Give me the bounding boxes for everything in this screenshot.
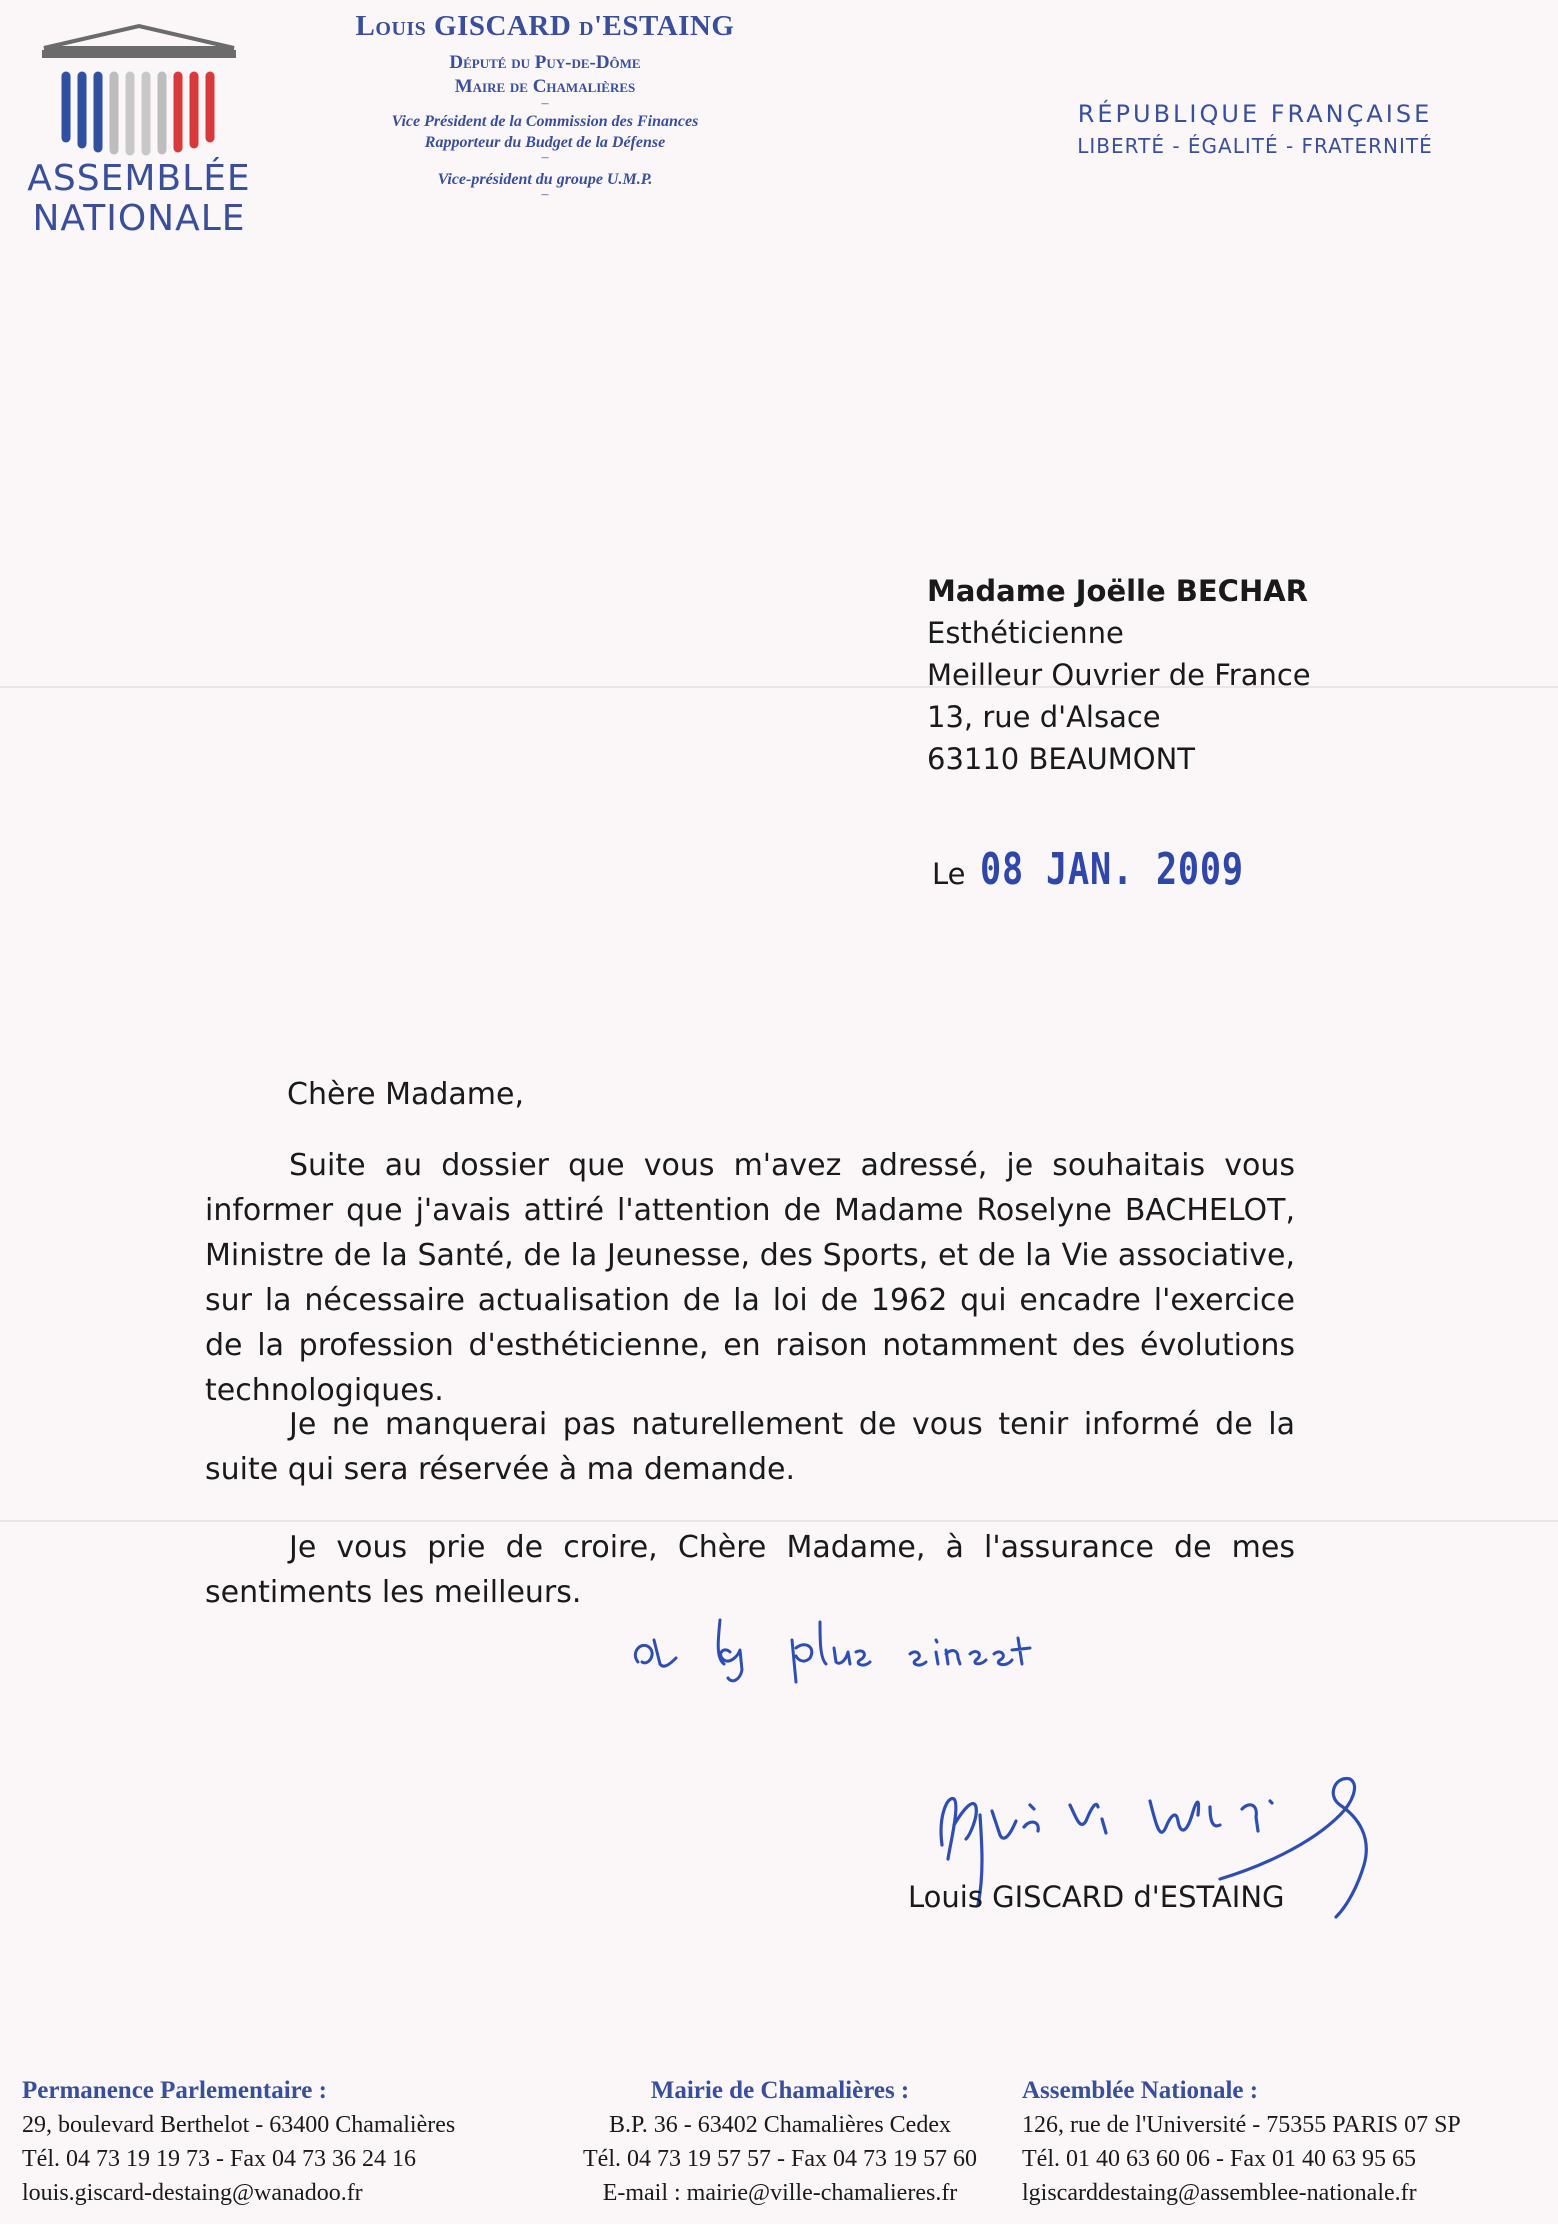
footer-line: Tél. 04 73 19 19 73 - Fax 04 73 36 24 16 — [22, 2146, 416, 2172]
handwritten-closing — [620, 1600, 1180, 1694]
footer-assemblee — [1022, 2074, 1461, 2210]
republic-heading — [1030, 100, 1480, 158]
recipient-address — [927, 570, 1311, 780]
deputy-role: Vice-président du groupe U.M.P. — [437, 171, 653, 188]
recipient-line: Meilleur Ouvrier de France — [927, 658, 1311, 692]
recipient-name: Madame Joëlle BECHAR — [927, 574, 1309, 608]
footer-email: E-mail : mairie@ville-chamalieres.fr — [602, 2180, 958, 2206]
letter-date — [932, 844, 1309, 895]
body-paragraph: Je ne manquerai pas naturellement de vous tenir informé de la suite qui sera réservée à ma demande. — [205, 1407, 1295, 1487]
deputy-role: Rapporteur du Budget de la Défense — [424, 134, 666, 151]
republic-motto: LIBERTÉ - ÉGALITÉ - FRATERNITÉ — [1077, 134, 1433, 158]
logo-text-line1: ASSEMBLÉE — [27, 158, 251, 199]
paper-fold — [0, 1520, 1558, 1522]
date-prefix: Le — [932, 857, 966, 891]
assemblee-nationale-logo — [14, 18, 264, 238]
recipient-line: Esthéticienne — [927, 616, 1124, 650]
deputy-name: Louis GISCARD d'ESTAING — [355, 10, 735, 42]
logo-text-line2: NATIONALE — [32, 198, 246, 239]
footer-title: Assemblée Nationale : — [1022, 2077, 1259, 2104]
date-stamp: 08 JAN. 2009 — [979, 844, 1244, 895]
footer-email: lgiscarddestaing@assemblee-nationale.fr — [1022, 2180, 1417, 2206]
hemicycle-icon — [14, 18, 264, 158]
footer-mairie — [540, 2074, 1020, 2210]
footer-line: Tél. 01 40 63 60 06 - Fax 01 40 63 95 65 — [1022, 2146, 1416, 2172]
republic-title: RÉPUBLIQUE FRANÇAISE — [1077, 100, 1433, 128]
footer-line: Tél. 04 73 19 57 57 - Fax 04 73 19 57 60 — [583, 2146, 977, 2172]
body-paragraph: Je vous prie de croire, Chère Madame, à l'assurance de mes sentiments les meilleurs. — [205, 1530, 1295, 1610]
footer-line: 126, rue de l'Université - 75355 PARIS 07 SP — [1022, 2112, 1461, 2138]
deputy-title: Député du Puy-de-Dôme — [449, 52, 641, 73]
footer-title: Mairie de Chamalières : — [650, 2077, 910, 2104]
footer-line: B.P. 36 - 63402 Chamalières Cedex — [609, 2112, 951, 2138]
paper-fold — [0, 686, 1558, 688]
footer-permanence — [22, 2074, 455, 2210]
deputy-role: Vice Président de la Commission des Finances — [391, 113, 699, 130]
recipient-line: 13, rue d'Alsace — [927, 700, 1161, 734]
signatory-name: Louis GISCARD d'ESTAING — [908, 1880, 1285, 1914]
footer-line: 29, boulevard Berthelot - 63400 Chamalières — [22, 2112, 456, 2138]
footer-email: louis.giscard-destaing@wanadoo.fr — [22, 2180, 363, 2206]
separator: – — [541, 150, 549, 165]
salutation: Chère Madame, — [287, 1077, 524, 1112]
separator: – — [541, 96, 549, 111]
body-paragraph: Suite au dossier que vous m'avez adressé, je souhaitais vous informer que j'avais attiré l'attention de Madame Roselyne BACHELOT, Ministre de la Santé, de la Jeunesse, des Sports, et de la Vie associative, sur la nécessaire actualisation de la loi de 1962 qui encadre l'exercice de la profession d'esthéticienne, en raison notamment des évolutions technologiques. — [205, 1148, 1295, 1408]
letterhead — [300, 8, 790, 202]
footer-title: Permanence Parlementaire : — [22, 2077, 327, 2104]
deputy-mayor: Maire de Chamalières — [454, 76, 636, 97]
recipient-line: 63110 BEAUMONT — [927, 742, 1196, 776]
separator: – — [541, 187, 549, 202]
